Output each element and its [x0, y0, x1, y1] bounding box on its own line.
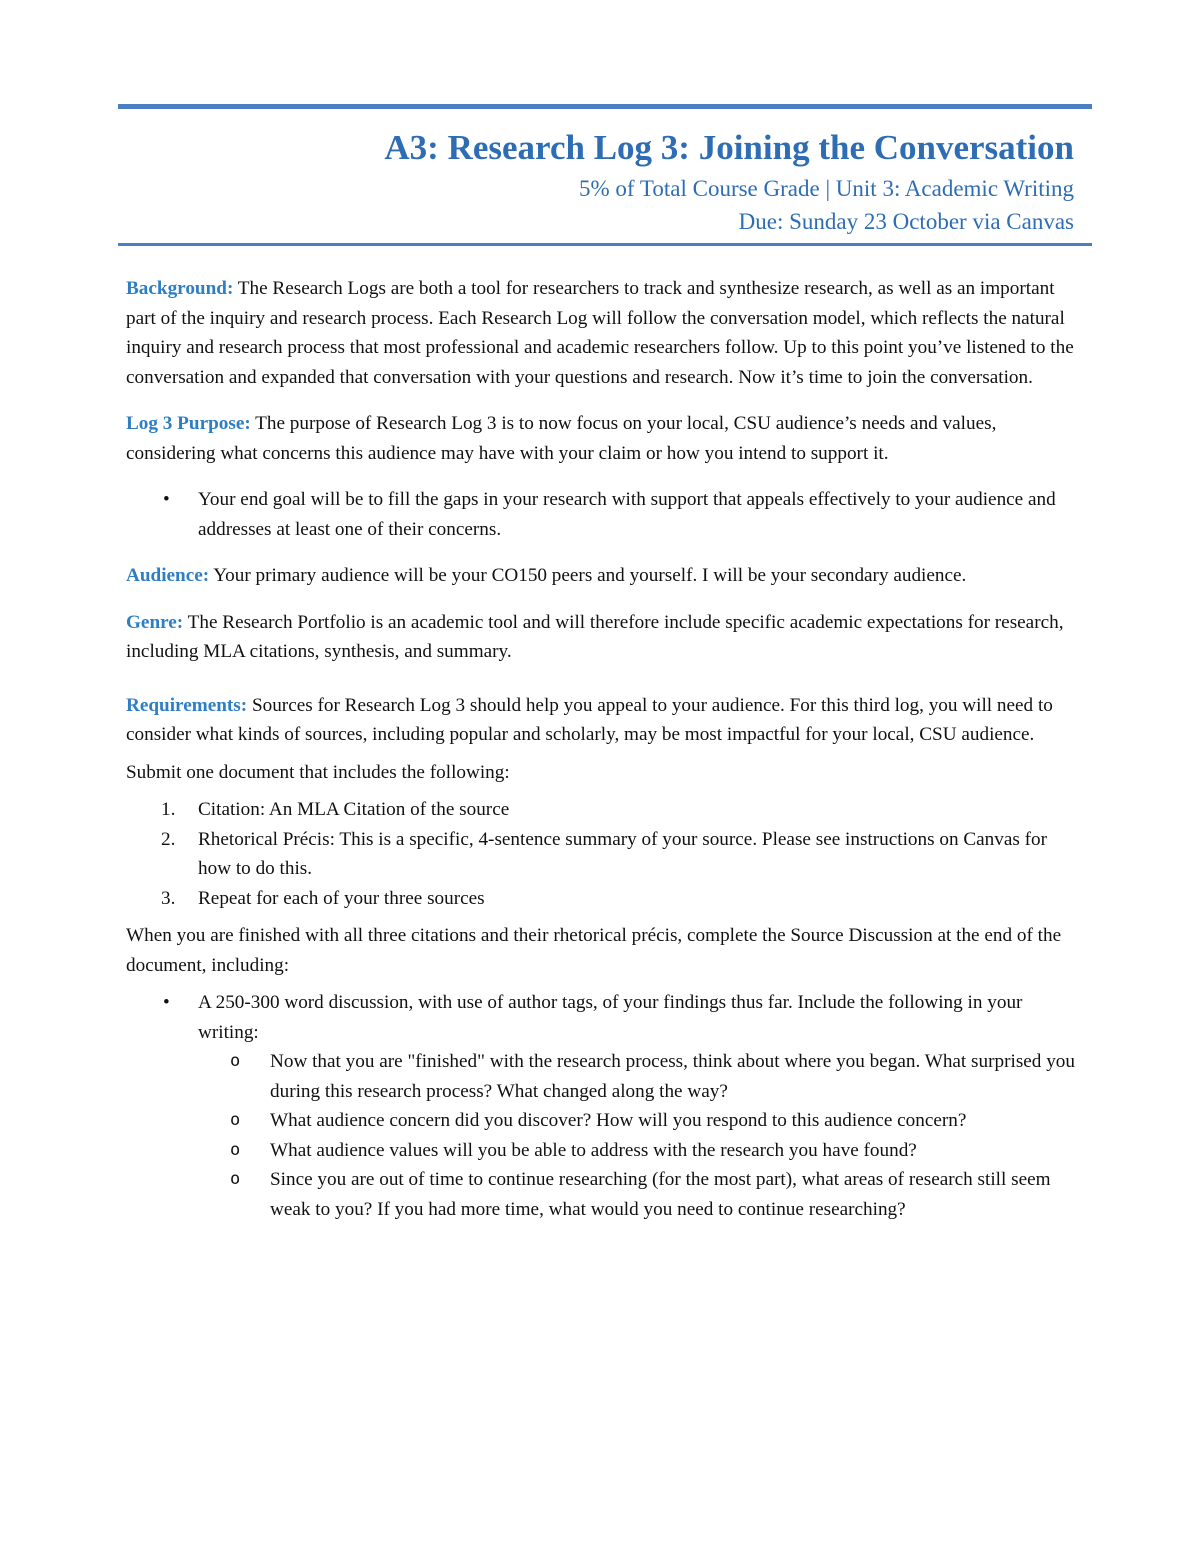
document-subtitle: 5% of Total Course Grade | Unit 3: Academic Writing: [579, 176, 1074, 201]
purpose-section: [126, 409, 1076, 468]
step-number: 2.: [161, 828, 176, 850]
bullet-marker: •: [163, 489, 170, 510]
purpose-label: Log 3 Purpose:: [126, 413, 251, 434]
sub-bullet-text: Now that you are "finished" with the research process, think about where you began. What surprised you during this research process? What changed along the way?: [270, 1051, 1075, 1102]
header-top-rule: [118, 104, 1092, 109]
requirements-label: Requirements:: [126, 694, 248, 716]
document-header: [118, 124, 1074, 238]
audience-text: Your primary audience will be your CO150 peers and yourself. I will be your secondary audience.: [209, 565, 967, 586]
list-item: [198, 1106, 1076, 1136]
discussion-bullets: [126, 988, 1076, 1047]
list-item: [198, 1136, 1076, 1166]
requirements-text: Sources for Research Log 3 should help you appeal to your audience. For this third log, you will need to consider what kinds of sources, including popular and scholarly, may be most impactful for your local, CSU audience.: [126, 694, 1053, 745]
discussion-bullet-text: A 250-300 word discussion, with use of author tags, of your findings thus far. Include the following in your writing:: [198, 992, 1023, 1043]
background-text: The Research Logs are both a tool for researchers to track and synthesize research, as well as an important part of the inquiry and research process. Each Research Log will follow the conversation model, which reflects the natural inquiry and research process that most professional and academic researchers follow. Up to this point you’ve listened to the conversation and expanded that conversation with your questions and research. Now it’s time to join the conversation.: [126, 278, 1074, 388]
header-bottom-rule: [118, 243, 1092, 246]
background-label: Background:: [126, 278, 234, 299]
step-number: 1.: [161, 799, 176, 820]
step-text: Citation: An MLA Citation of the source: [198, 799, 510, 820]
step-text: Repeat for each of your three sources: [198, 887, 485, 909]
sub-bullet-marker: o: [230, 1139, 241, 1160]
list-item: [126, 795, 1076, 825]
due-date: Due: Sunday 23 October via Canvas: [738, 209, 1074, 234]
bullet-marker: •: [163, 992, 170, 1013]
sub-bullet-text: Since you are out of time to continue researching (for the most part), what areas of research still seem weak to you? If you had more time, what would you need to continue researching?: [270, 1169, 1051, 1220]
purpose-bullets: [126, 485, 1076, 544]
document-body: [126, 274, 1076, 1224]
requirements-section: [126, 691, 1076, 750]
list-item: [126, 884, 1076, 914]
sub-bullet-marker: o: [230, 1110, 241, 1130]
sub-bullet-marker: o: [230, 1169, 241, 1189]
step-number: 3.: [161, 887, 176, 909]
document-title: A3: Research Log 3: Joining the Conversation: [384, 128, 1074, 167]
genre-label: Genre:: [126, 611, 184, 633]
background-section: [126, 274, 1076, 392]
genre-section: [126, 608, 1076, 667]
submission-steps: [126, 795, 1076, 913]
sub-bullet-marker: o: [230, 1051, 241, 1071]
sub-bullet-text: What audience concern did you discover? How will you respond to this audience concern?: [270, 1110, 967, 1131]
list-item: [198, 1047, 1076, 1106]
purpose-text: The purpose of Research Log 3 is to now focus on your local, CSU audience’s needs and values, considering what concerns this audience may have with your claim or how you intend to support it.: [126, 413, 997, 464]
sub-bullet-text: What audience values will you be able to address with the research you have found?: [270, 1139, 917, 1161]
genre-text: The Research Portfolio is an academic tool and will therefore include specific academic expectations for research, including MLA citations, synthesis, and summary.: [126, 611, 1064, 662]
list-item: [126, 825, 1076, 884]
submit-intro: Submit one document that includes the following:: [126, 761, 510, 783]
list-item: [126, 988, 1076, 1047]
purpose-bullet-text: Your end goal will be to fill the gaps in your research with support that appeals effectively to your audience and addresses at least one of their concerns.: [198, 489, 1056, 540]
list-item: [126, 485, 1076, 544]
list-item: [198, 1165, 1076, 1224]
audience-section: [126, 561, 1076, 591]
discussion-sub-bullets: [126, 1047, 1076, 1224]
finish-intro: When you are finished with all three citations and their rhetorical précis, complete the Source Discussion at the end of the document, including:: [126, 925, 1062, 976]
audience-label: Audience:: [126, 565, 210, 586]
step-text: Rhetorical Précis: This is a specific, 4-sentence summary of your source. Please see instructions on Canvas for how to do this.: [198, 828, 1047, 879]
